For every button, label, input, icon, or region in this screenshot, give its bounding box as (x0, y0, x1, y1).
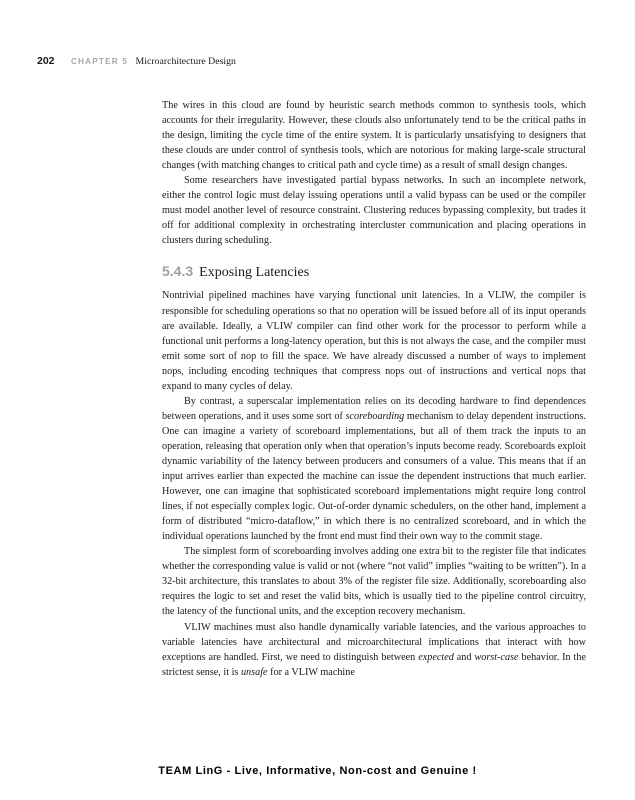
section-heading (162, 261, 586, 283)
p6-text-d: for a VLIW machine (267, 666, 355, 678)
p6-text-a: VLIW machines must also handle dynamically variable latencies, and the various approaches to variable latencies have architectural and microarchitectural implications that interact with how exceptions are handled. First, we need to distinguish between (162, 621, 586, 663)
paragraph-1: The wires in this cloud are found by heuristic search methods common to synthesis tools, which accounts for their irregularity. However, these clouds also unfortunately tend to be the critical paths in the design, limiting the cycle time of the entire system. It is particularly unsatisfying to designers that these clouds are under control of synthesis tools, which are notorious for making large-scale structural changes (with matching changes to critical path and cycle time) as a result of small design changes. (162, 100, 586, 172)
footer-watermark: TEAM LinG - Live, Informative, Non-cost and Genuine ! (158, 765, 477, 777)
p6-emphasis-worst-case: worst-case (474, 651, 519, 663)
p6-emphasis-unsafe: unsafe (240, 666, 268, 678)
chapter-title: Microarchitecture Design (135, 56, 236, 67)
paragraph-5: The simplest form of scoreboarding involves adding one extra bit to the register file that indicates whether the corresponding value is valid or not (where “not valid” implies “waiting to be written”). In a 32-bit architecture, this translates to about 3% of the register file size. Additionally, scoreboarding also requires the logic to set and reset the valid bits, which is usually tied to the pipeline control circuitry, the latency of the functional units, and the exception recovery mechanism. (162, 546, 586, 618)
paragraph-2: Some researchers have investigated partial bypass networks. In such an incomplete network, either the control logic must delay issuing operations until a valid bypass can be used or the compiler must model another level of resource constraint. Clustering reduces bypassing complexity, but trades it off for additional complexity in orchestrating intercluster communication and placing operations in clusters during scheduling. (162, 175, 586, 247)
page-number: 202 (37, 55, 55, 67)
p4-text-a: By contrast, a superscalar implementation relies on its decoding hardware to find dependences between operations, and it uses some sort of (162, 395, 586, 422)
paragraph-4 (162, 394, 586, 544)
running-header (37, 54, 597, 68)
p6-emphasis-expected: expected (418, 651, 454, 663)
p6-text-b: and (453, 651, 475, 663)
section-title: Exposing Latencies (199, 265, 310, 281)
p4-text-b: mechanism to delay dependent instructions. One can imagine a variety of scoreboard implementations, but all of them track the inputs to an operation, releasing that operation only when that operation’s inputs become ready. Scoreboards exploit dynamic variability of the latency between producers and consumers of a value. This means that if an input arrives earlier than expected the machine can issue the dependent instructions that much earlier. However, one can imagine that sophisticated scoreboard implementations might require long control lines, if not especially complex logic. Out-of-order dynamic schedulers, on the other hand, implement a form of distributed “micro-dataflow,” in which there is no centralized scoreboard, and in which the individual operations launched by the front end must find their own way to the commit stage. (162, 410, 586, 543)
p4-emphasis: scoreboarding (345, 410, 405, 422)
chapter-label: CHAPTER 5 (70, 57, 129, 66)
section-number: 5.4.3 (162, 263, 194, 280)
paragraph-6 (162, 620, 586, 680)
body-text (162, 98, 586, 680)
paragraph-3: Nontrivial pipelined machines have varying functional unit latencies. In a VLIW, the compiler is responsible for scheduling operations so that no operation will be issued before all of its input operands are available. Ideally, a VLIW compiler can find other work for the processor to perform while a functional unit performs a long-latency operation, but this is not always the case, and the compiler must emit some sort of nop to fill the space. We have already discussed a number of ways to implement nops, including encoding techniques that compress nops out of instructions and vertical nops that expand to many cycles of delay. (162, 290, 586, 392)
p6-text-c: behavior. In the strictest sense, it is (162, 651, 586, 678)
